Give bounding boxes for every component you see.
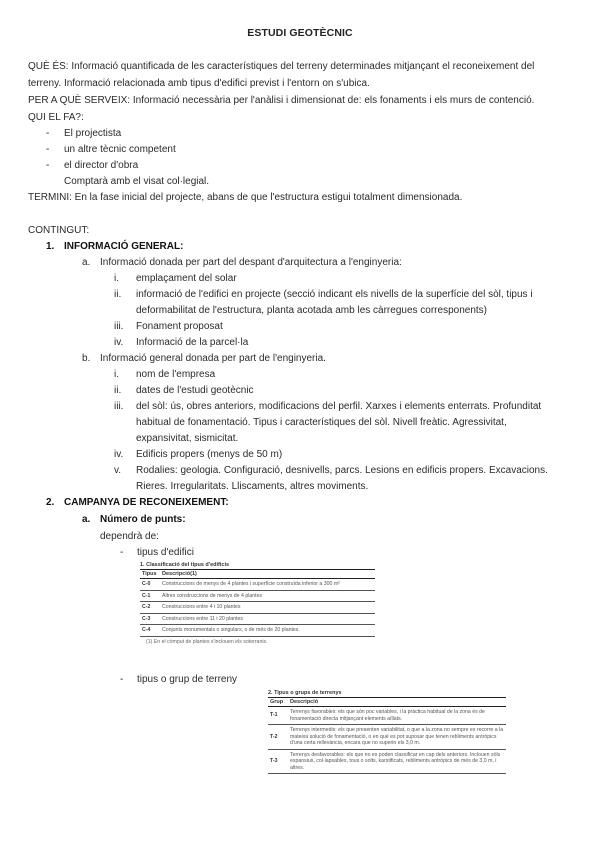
- list-item: Rodalies: geologia. Configuració, desnivells, parcs. Lesions en edificis propers. Excavacions.: [136, 465, 548, 476]
- section-1a-label: a.: [82, 257, 91, 268]
- list-item: informació de l'edifici en projecte (secció indicant els nivells de la superfície del sòl, tipus i: [136, 289, 533, 300]
- table-cell-desc: Construccions de menys de 4 plantes i superfície construïda inferior a 300 m²: [160, 579, 375, 591]
- list-item: emplaçament del solar: [136, 273, 237, 284]
- list-item: Fonament proposat: [136, 321, 223, 332]
- roman-numeral: iv.: [114, 449, 124, 460]
- table-row: [140, 579, 375, 591]
- section-2-title: CAMPANYA DE RECONEIXEMENT:: [64, 497, 229, 508]
- table-cell-code: T-3: [268, 749, 288, 774]
- roman-numeral: i.: [114, 369, 119, 380]
- table-row: [140, 613, 375, 625]
- roman-numeral: iii.: [114, 321, 124, 332]
- table-cell-code: C-1: [140, 590, 160, 602]
- dash-bullet: -: [120, 674, 124, 685]
- table-note: (1) En el còmput de plantes s'inclouen els soterranis.: [146, 638, 268, 645]
- list-item-cont: Rieres. Irregularitats. Lliscaments, altres moviments.: [136, 481, 369, 492]
- termini: TERMINI: En la fase inicial del projecte, abans de que l'estructura estigui totalment dimensionada.: [28, 192, 463, 203]
- roman-numeral: ii.: [114, 289, 122, 300]
- que-es-line-2: terreny. Informació relacionada amb tipus d'edifici previst i l'entorn on s'ubica.: [28, 78, 370, 89]
- terrain-group-table: [268, 689, 506, 774]
- document-title: ESTUDI GEOTÈCNIC: [247, 27, 353, 39]
- table-row: [140, 602, 375, 614]
- list-item-cont: expansivitat, sismicitat.: [136, 433, 239, 444]
- que-es-line-1: QUÈ ÉS: Informació quantificada de les característiques del terreny determinades mitjançant el reconeixement del: [28, 61, 535, 72]
- list-item: nom de l'empresa: [136, 369, 216, 380]
- table-cell-desc: Construccions entre 4 i 10 plantes: [160, 602, 375, 614]
- table-cell-desc: Terrenys favorables: els que són poc variables, i la pràctica habitual de la zona és de fonamentació directa mitjançant elements aïllats.: [288, 707, 506, 725]
- table-cell-code: T-2: [268, 725, 288, 750]
- table-caption: 1. Classificació del tipus d'edificis: [140, 562, 230, 568]
- section-2a-label: a.: [82, 514, 91, 525]
- table-cell-code: C-3: [140, 613, 160, 625]
- contingut-heading: CONTINGUT:: [28, 225, 90, 236]
- qui-item: el director d'obra: [64, 160, 139, 171]
- table-caption: 2. Tipus o grups de terrenys: [268, 690, 342, 696]
- section-1b-label: b.: [82, 353, 91, 364]
- bullet-building-type: tipus d'edifici: [137, 547, 194, 558]
- section-1a-text: Informació donada per part del despant d'arquitectura a l'enginyeria:: [100, 257, 402, 268]
- table-row: [140, 590, 375, 602]
- roman-numeral: v.: [114, 465, 122, 476]
- section-1b-text: Informació general donada per part de l'enginyeria.: [100, 353, 326, 364]
- section-1-number: 1.: [46, 241, 55, 252]
- table-cell-code: T-1: [268, 707, 288, 725]
- table-header: Tipus: [140, 570, 160, 579]
- table-row: [140, 625, 375, 637]
- table-header: Descripció(1): [160, 570, 375, 579]
- table-cell-desc: Construccions entre 11 i 20 plantes: [160, 613, 375, 625]
- list-item: Edificis propers (menys de 50 m): [136, 449, 283, 460]
- table-header: Descripció: [288, 698, 506, 707]
- table-header: Grup: [268, 698, 288, 707]
- list-item: del sòl: ús, obres anteriors, modificacions del perfil. Xarxes i elements enterrats. Profunditat: [136, 401, 542, 412]
- table-cell-desc: Conjunts monumentals o singulars, o de més de 20 plantes.: [160, 625, 375, 637]
- section-2a-title: Número de punts:: [100, 514, 186, 525]
- table-cell-desc: Terrenys desfavorables: els que no es poden classificar en cap dels anteriors. Inclouen sòls expansius, col·lapsables, tous o solts, karstificats, rebliments antròpics de més de 3,0 m, i altres.: [288, 749, 506, 774]
- table-cell-code: C-0: [140, 579, 160, 591]
- dash-bullet: -: [120, 547, 124, 558]
- table-cell-desc: Altres construccions de menys de 4 plantes: [160, 590, 375, 602]
- per-a-que-serveix: PER A QUÈ SERVEIX: Informació necessària per l'anàlisi i dimensionat de: els fonaments i els murs de contenció.: [28, 95, 535, 106]
- roman-numeral: iv.: [114, 337, 124, 348]
- roman-numeral: ii.: [114, 385, 122, 396]
- qui-heading: QUI EL FA?:: [28, 112, 84, 123]
- table-cell-desc: Terrenys intermedis: els que presenten variabilitat, o que a la zona no sempre es recorre a la mateixa solució de fonamentació, o en què es pot suposar que tenen rebliments antròpics d'una certa rellevància, encara que no superin els 3,0 m.: [288, 725, 506, 750]
- table-cell-code: C-4: [140, 625, 160, 637]
- qui-item: El projectista: [64, 128, 122, 139]
- roman-numeral: iii.: [114, 401, 124, 412]
- dash-bullet: -: [46, 144, 50, 155]
- table-row: [268, 749, 506, 774]
- depends-on-text: dependrà de:: [100, 531, 159, 542]
- bullet-terrain-group: tipus o grup de terreny: [137, 674, 238, 685]
- building-type-table: [140, 561, 375, 645]
- list-item: Informació de la parcel·la: [136, 337, 249, 348]
- roman-numeral: i.: [114, 273, 119, 284]
- list-item-cont: deformabilitat de l'estructura, planta acotada amb les càrregues corresponents): [136, 305, 487, 316]
- table-cell-code: C-2: [140, 602, 160, 614]
- dash-bullet: -: [46, 160, 50, 171]
- table-row: [268, 707, 506, 725]
- table-row: [268, 725, 506, 750]
- section-1-title: INFORMACIÓ GENERAL:: [64, 241, 184, 252]
- qui-item: un altre tècnic competent: [64, 144, 176, 155]
- qui-note: Comptarà amb el visat col·legial.: [64, 176, 210, 187]
- section-2-number: 2.: [46, 497, 55, 508]
- dash-bullet: -: [46, 128, 50, 139]
- list-item-cont: habitual de fonamentació. Tipus i característiques del sòl. Nivell freàtic. Agressivitat,: [136, 417, 507, 428]
- list-item: dates de l'estudi geotècnic: [136, 385, 254, 396]
